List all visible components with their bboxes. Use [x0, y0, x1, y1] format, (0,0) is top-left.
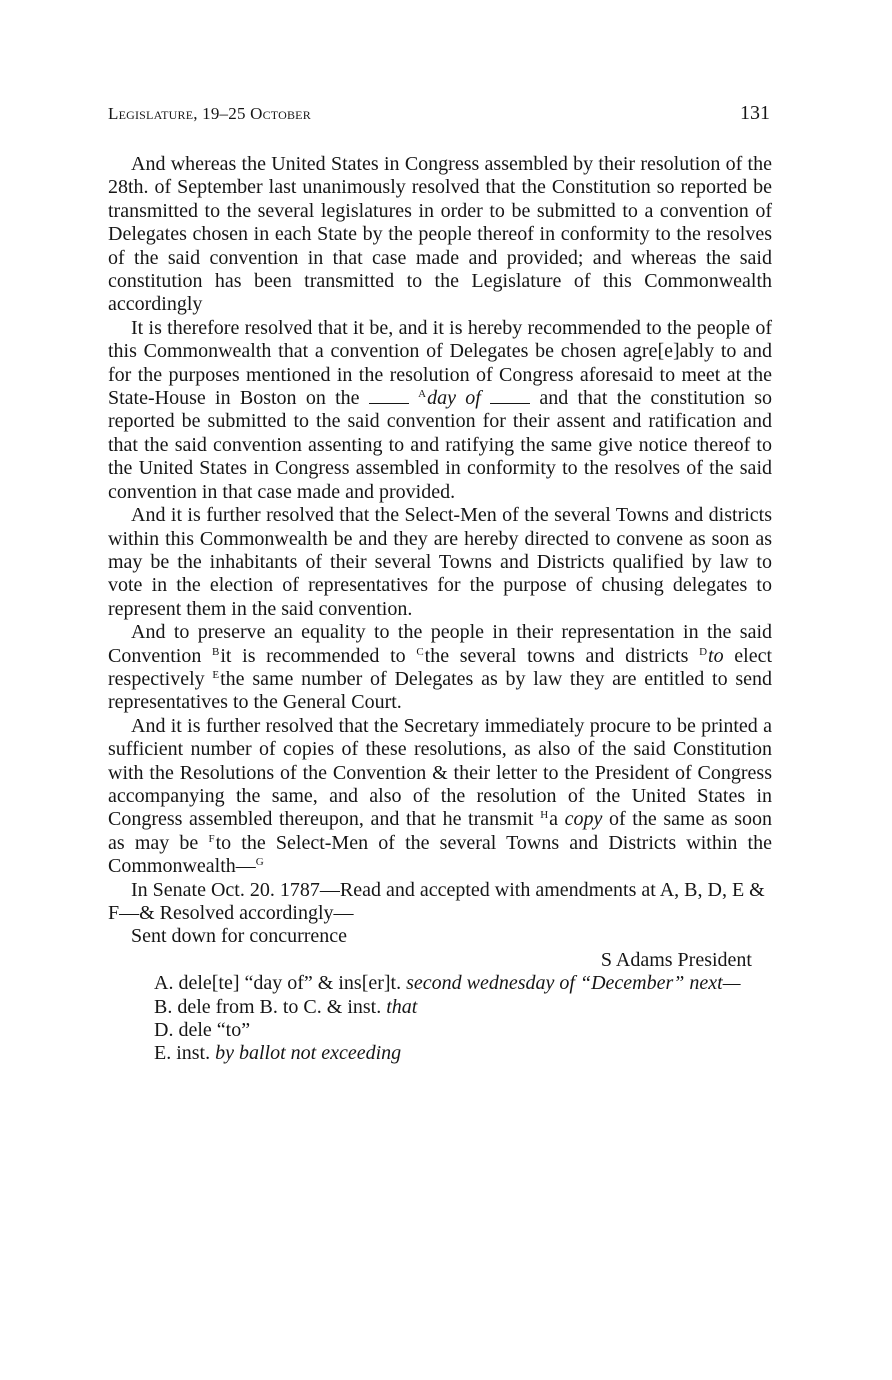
amendment-b: B. dele from B. to C. & inst. that [154, 995, 418, 1018]
paragraph-whereas: And whereas the United States in Congress assembled by their resolution of the 28th. of September last unanimously resolved that the Constitution so reported be transmitted to the several legislatures in order to be submitted to a convention of Delegates chosen in each State by the people thereof in conformity to the resolves of the said convention in that case made and provided; and whereas the said constitution has been transmitted to the Legislature of this Commonwealth accordingly [108, 153, 772, 316]
paragraph-secretary: And it is further resolved that the Secretary immediately procure to be printed a sufficient number of copies of these resolutions, as also of the said Constitution with the Resolutions of the Convention & their letter to the President of Congress accompanying the same, and also of the resolution of the United States in Congress assembled thereupon, and that he transmit $^H$a copy of the same as soon as may be $^F$to the Select-Men of the several Towns and Districts within the Commonwealth—$^G$ [108, 714, 773, 878]
running-head-dates: 19–25 [202, 104, 246, 123]
amendment-marker-a: A [418, 388, 427, 401]
running-head-month: October [250, 104, 311, 123]
amendment-marker-c: C [416, 645, 424, 658]
date-blank [490, 403, 530, 404]
amendment-marker-b: B [212, 645, 220, 658]
senate-line: In Senate Oct. 20. 1787—Read and accepted with amendments at A, B, D, E & F—& Resolved accordingly— [108, 878, 765, 924]
date-blank [369, 403, 409, 404]
amendment-marker-g: G [255, 856, 264, 869]
amendment-marker-h: H [540, 809, 549, 822]
document-body [108, 153, 772, 1066]
amendment-d: D. dele “to” [154, 1019, 251, 1042]
amendment-marker-d: D [699, 645, 708, 658]
paragraph-resolved: It is therefore resolved that it be, and it is hereby recommended to the people of this Commonwealth that a convention of Delegates be chosen agre[e]ably to and for the purposes mentioned in the resolution of Congress aforesaid to meet at the State-House in Boston on the $^A$day of and that the constitution so reported be submitted to the said convention for their assent and ratification and that the said convention assenting to and ratifying the same give notice thereof to the United States in Congress assembled in conformity to the resolves of the said convention in that case made and provided. [108, 316, 772, 503]
amendment-marker-e: E [212, 668, 220, 681]
paragraph-equality: And to preserve an equality to the people in their representation in the said Convention $^B$it is recommended to $^C$the several towns and districts $^D$to elect respectively $^E$the same number of Delegates as by law they are entitled to send representatives to the General Court. [108, 621, 773, 714]
signature: S Adams President [600, 948, 752, 971]
running-head-word: Legislature, [108, 104, 198, 123]
amendment-e: E. inst. by ballot not exceeding [154, 1042, 402, 1065]
sent-down-line: Sent down for concurrence [131, 925, 348, 948]
amendment-marker-f: F [208, 832, 215, 845]
amendment-a: A. dele[te] “day of” & ins[er]t. second wednesday of “December” next— [154, 972, 741, 995]
running-head [108, 104, 311, 124]
page-header [108, 102, 770, 125]
page-number: 131 [740, 102, 770, 124]
paragraph-select-men: And it is further resolved that the Select-Men of the several Towns and districts within this Commonwealth be and they are hereby directed to convene as soon as may be the inhabitants of their several Towns and Districts qualified by law to vote in the election of representatives for the purpose of chusing delegates to represent them in the said convention. [108, 504, 772, 620]
